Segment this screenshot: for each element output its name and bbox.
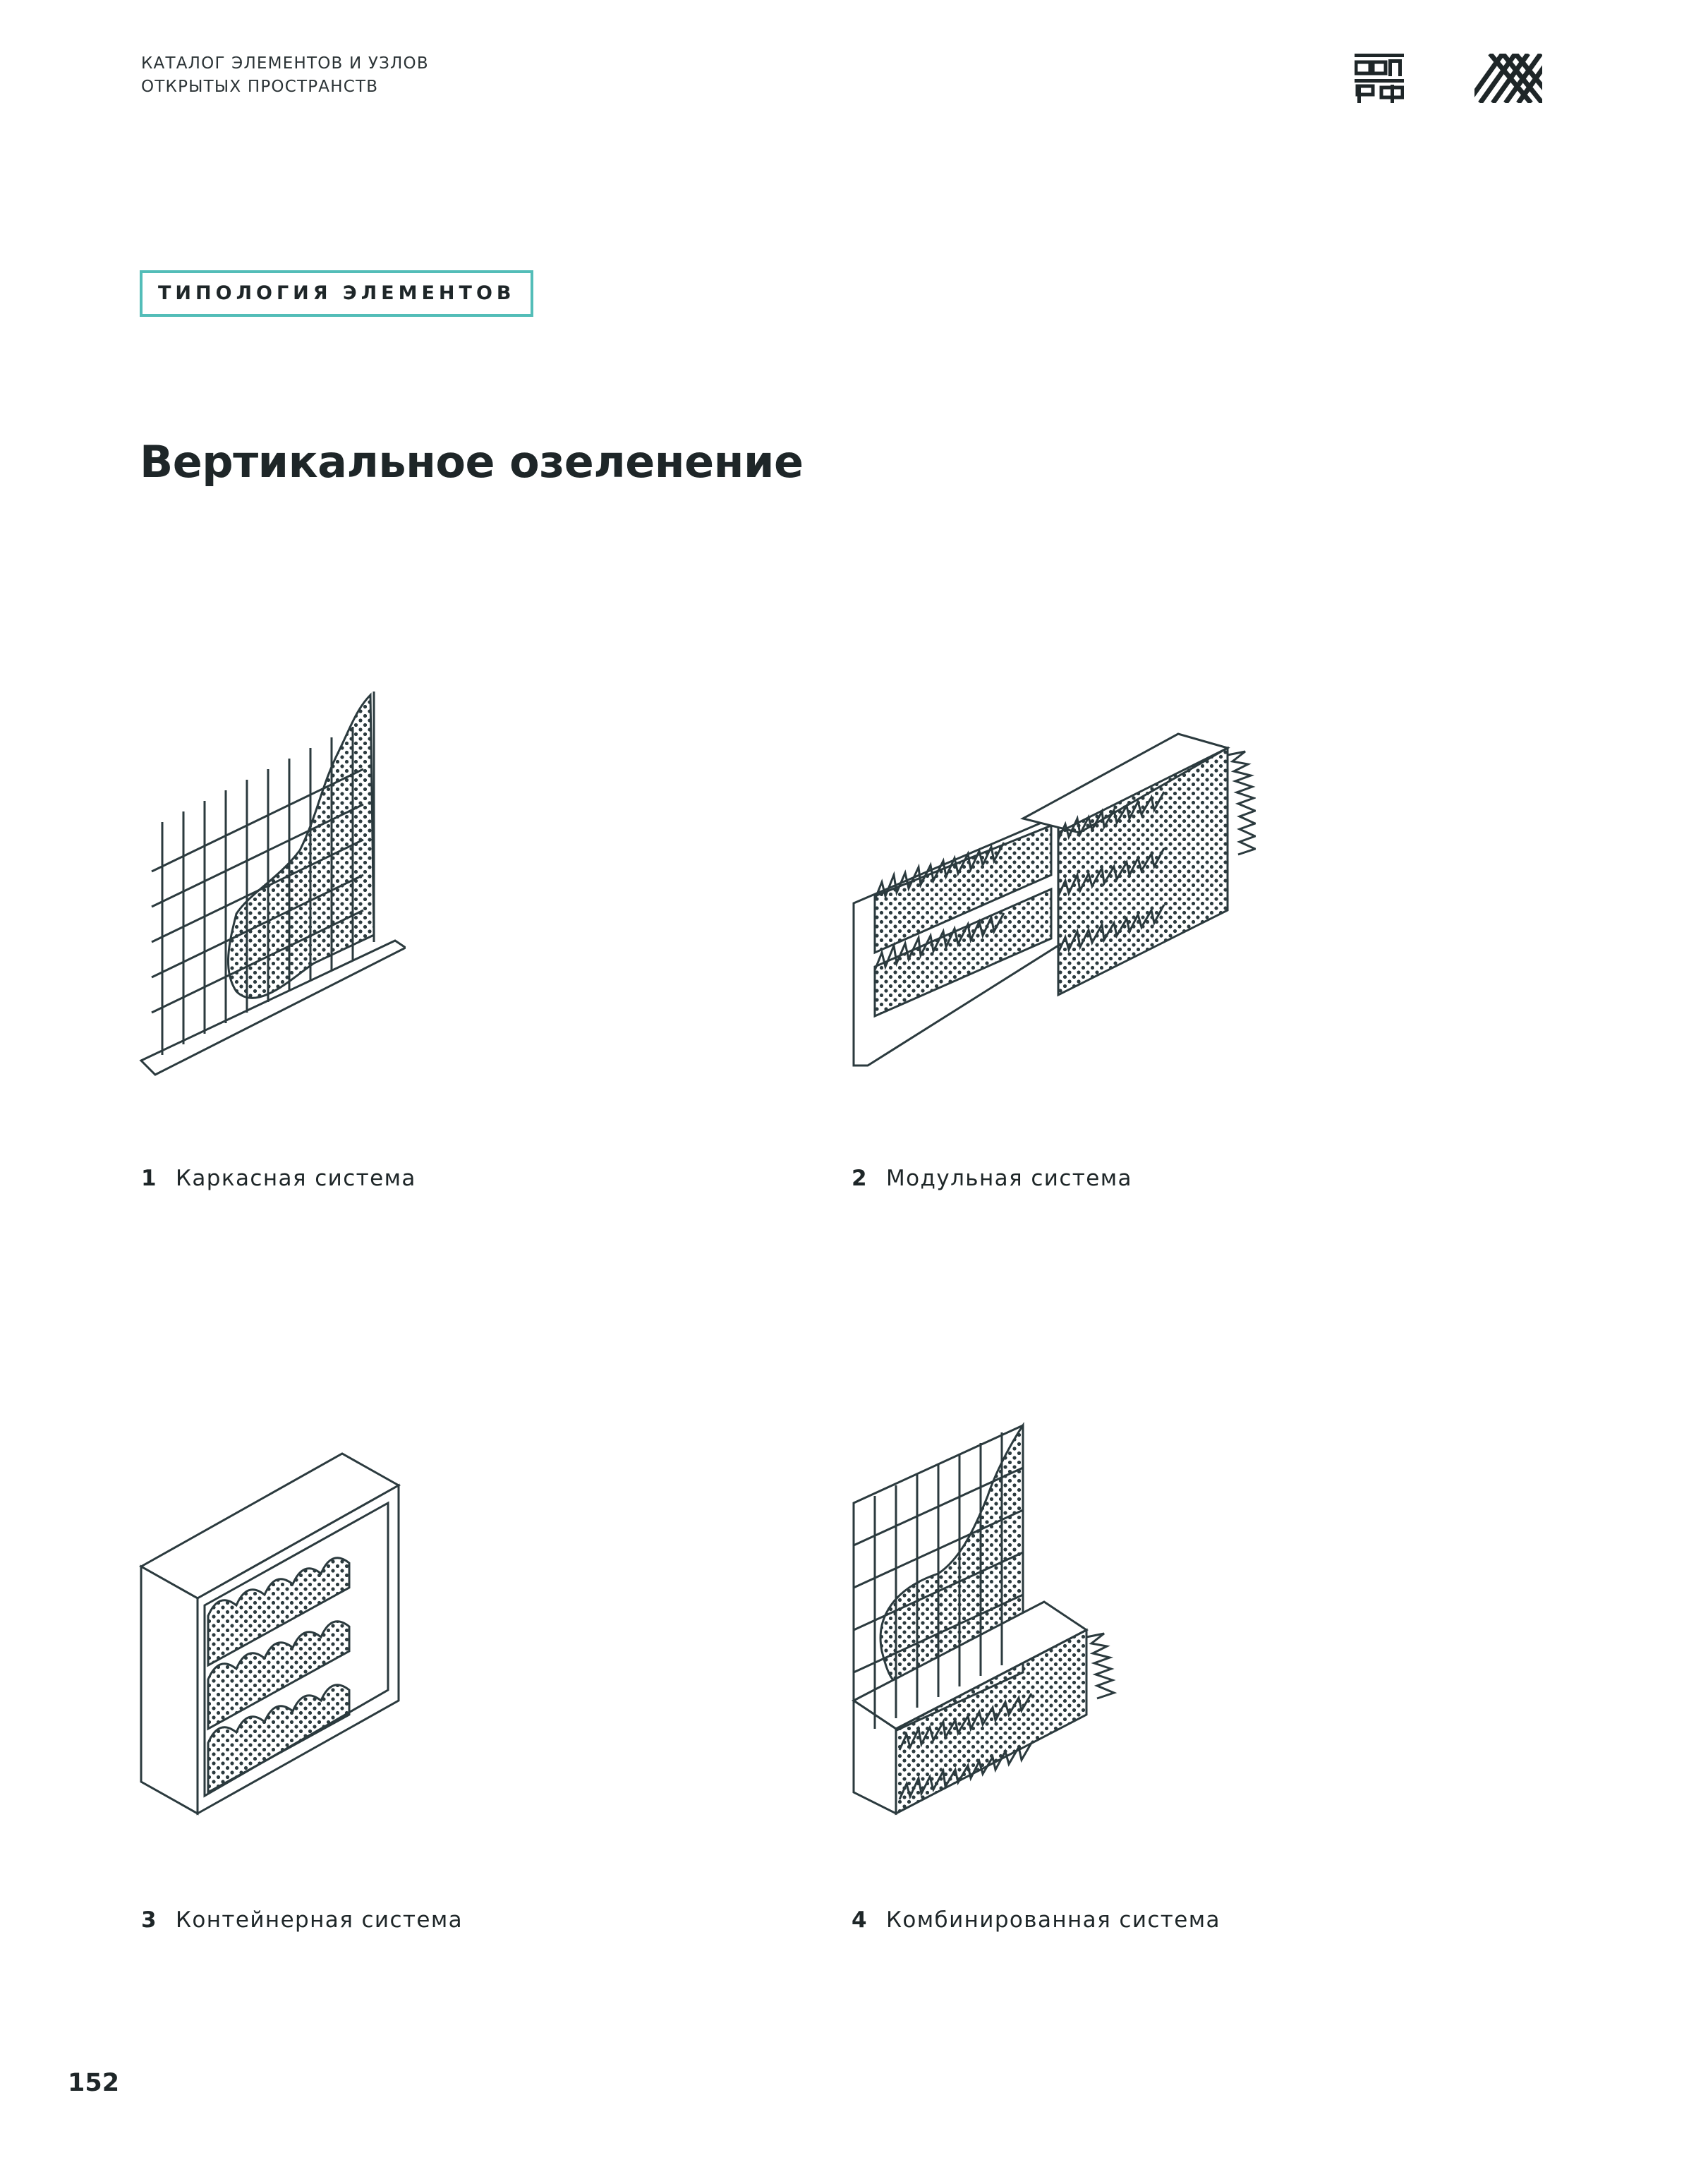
caption-number: 2 [852,1166,868,1191]
caption-4 [852,1907,1221,1933]
running-header [141,52,429,99]
strelka-pattern-logo [1474,54,1542,103]
header-line-1: КАТАЛОГ ЭЛЕМЕНТОВ И УЗЛОВ [141,54,429,73]
container-system-illustration [138,1439,413,1821]
caption-2 [852,1166,1132,1191]
caption-number: 1 [141,1166,157,1191]
caption-number: 4 [852,1907,868,1933]
modular-system-illustration [847,713,1256,1080]
combined-system-illustration [847,1418,1136,1821]
caption-1 [141,1166,416,1191]
section-tag: ТИПОЛОГИЯ ЭЛЕМЕНТОВ [140,270,533,317]
caption-label: Модульная система [885,1166,1132,1191]
caption-label: Контейнерная система [175,1907,464,1933]
caption-number: 3 [141,1907,157,1933]
header-line-2: ОТКРЫТЫХ ПРОСТРАНСТВ [141,78,379,96]
page-number: 152 [68,2069,120,2097]
caption-label: Комбинированная система [885,1907,1221,1933]
page-title: Вертикальное озеленение [140,436,804,488]
caption-label: Каркасная система [175,1166,416,1191]
caption-3 [141,1907,463,1933]
dom-rf-logo [1355,54,1404,104]
frame-system-illustration [138,681,406,1083]
